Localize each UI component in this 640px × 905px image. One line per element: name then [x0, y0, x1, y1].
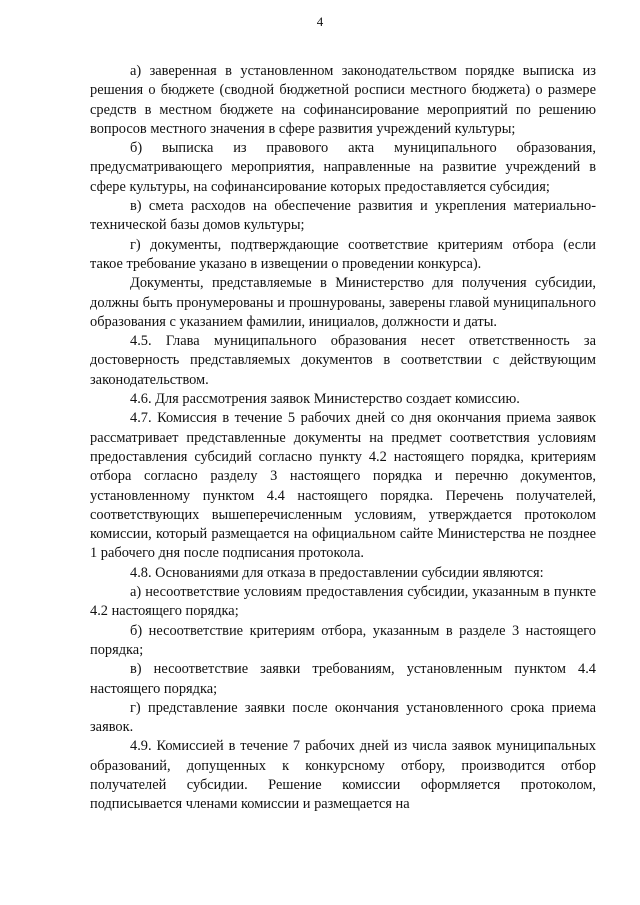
paragraph-4-9: 4.9. Комиссией в течение 7 рабочих дней из числа заявок муниципальных образований, допущенных к конкурсному отбору, производится отбор получателей субсидии. Решение комиссии оформляется протоколом, подписывается членами комиссии и размещается на — [90, 738, 596, 813]
paragraph-4-6: 4.6. Для рассмотрения заявок Министерство создает комиссию. — [130, 391, 520, 408]
paragraph-4-7: 4.7. Комиссия в течение 5 рабочих дней со дня окончания приема заявок рассматривает представленные документы на предмет соответствия условиям предоставления субсидий согласно пункту 4.2 настоящего порядка, критериям отбора согласно разделу 3 настоящего порядка и перечню документов, установленному пунктом 4.4 настоящего порядка. Перечень получателей, соответствующих вышеперечисленным условиям, утверждается протоколом комиссии, который размещается на официальном сайте Министерства не позднее 1 рабочего дня после подписания протокола. — [90, 410, 596, 562]
page-number: 4 — [316, 14, 324, 29]
paragraph-4-8-g: г) представление заявки после окончания установленного срока приема заявок. — [90, 699, 596, 736]
paragraph-documents-requirements: Документы, представляемые в Министерство для получения субсидии, должны быть пронумерованы и прошнурованы, заверены главой муниципального образования с указанием фамилии, инициалов, должности и даты. — [90, 275, 596, 330]
paragraph-4-8-a: а) несоответствие условиям предоставления субсидии, указанным в пункте 4.2 настоящего порядка; — [90, 584, 596, 620]
paragraph-4-4-g: г) документы, подтверждающие соответствие критериям отбора (если такое требование указано в извещении о проведении конкурса). — [90, 236, 596, 272]
document-body — [90, 62, 596, 815]
paragraph-4-8: 4.8. Основаниями для отказа в предоставлении субсидии являются: — [130, 564, 544, 581]
paragraph-4-4-v: в) смета расходов на обеспечение развития и укрепления материально-технической базы домов культуры; — [90, 198, 596, 234]
paragraph-4-8-v: в) несоответствие заявки требованиям, установленным пунктом 4.4 настоящего порядка; — [90, 661, 596, 697]
paragraph-4-4-a: а) заверенная в установленном законодательством порядке выписка из решения о бюджете (сводной бюджетной росписи местного бюджета) о размере средств в местном бюджете на софинансирование мероприятий по решению вопросов местного значения в сфере развития учреждений культуры; — [90, 63, 596, 137]
paragraph-4-4-b: б) выписка из правового акта муниципального образования, предусматривающего мероприятия, направленные на развитие учреждений в сфере культуры, на софинансирование которых предоставляется субсидия; — [90, 140, 596, 195]
paragraph-4-5: 4.5. Глава муниципального образования несет ответственность за достоверность представляемых документов в соответствии с действующим законодательством. — [90, 333, 596, 388]
paragraph-4-8-b: б) несоответствие критериям отбора, указанным в разделе 3 настоящего порядка; — [90, 622, 596, 658]
